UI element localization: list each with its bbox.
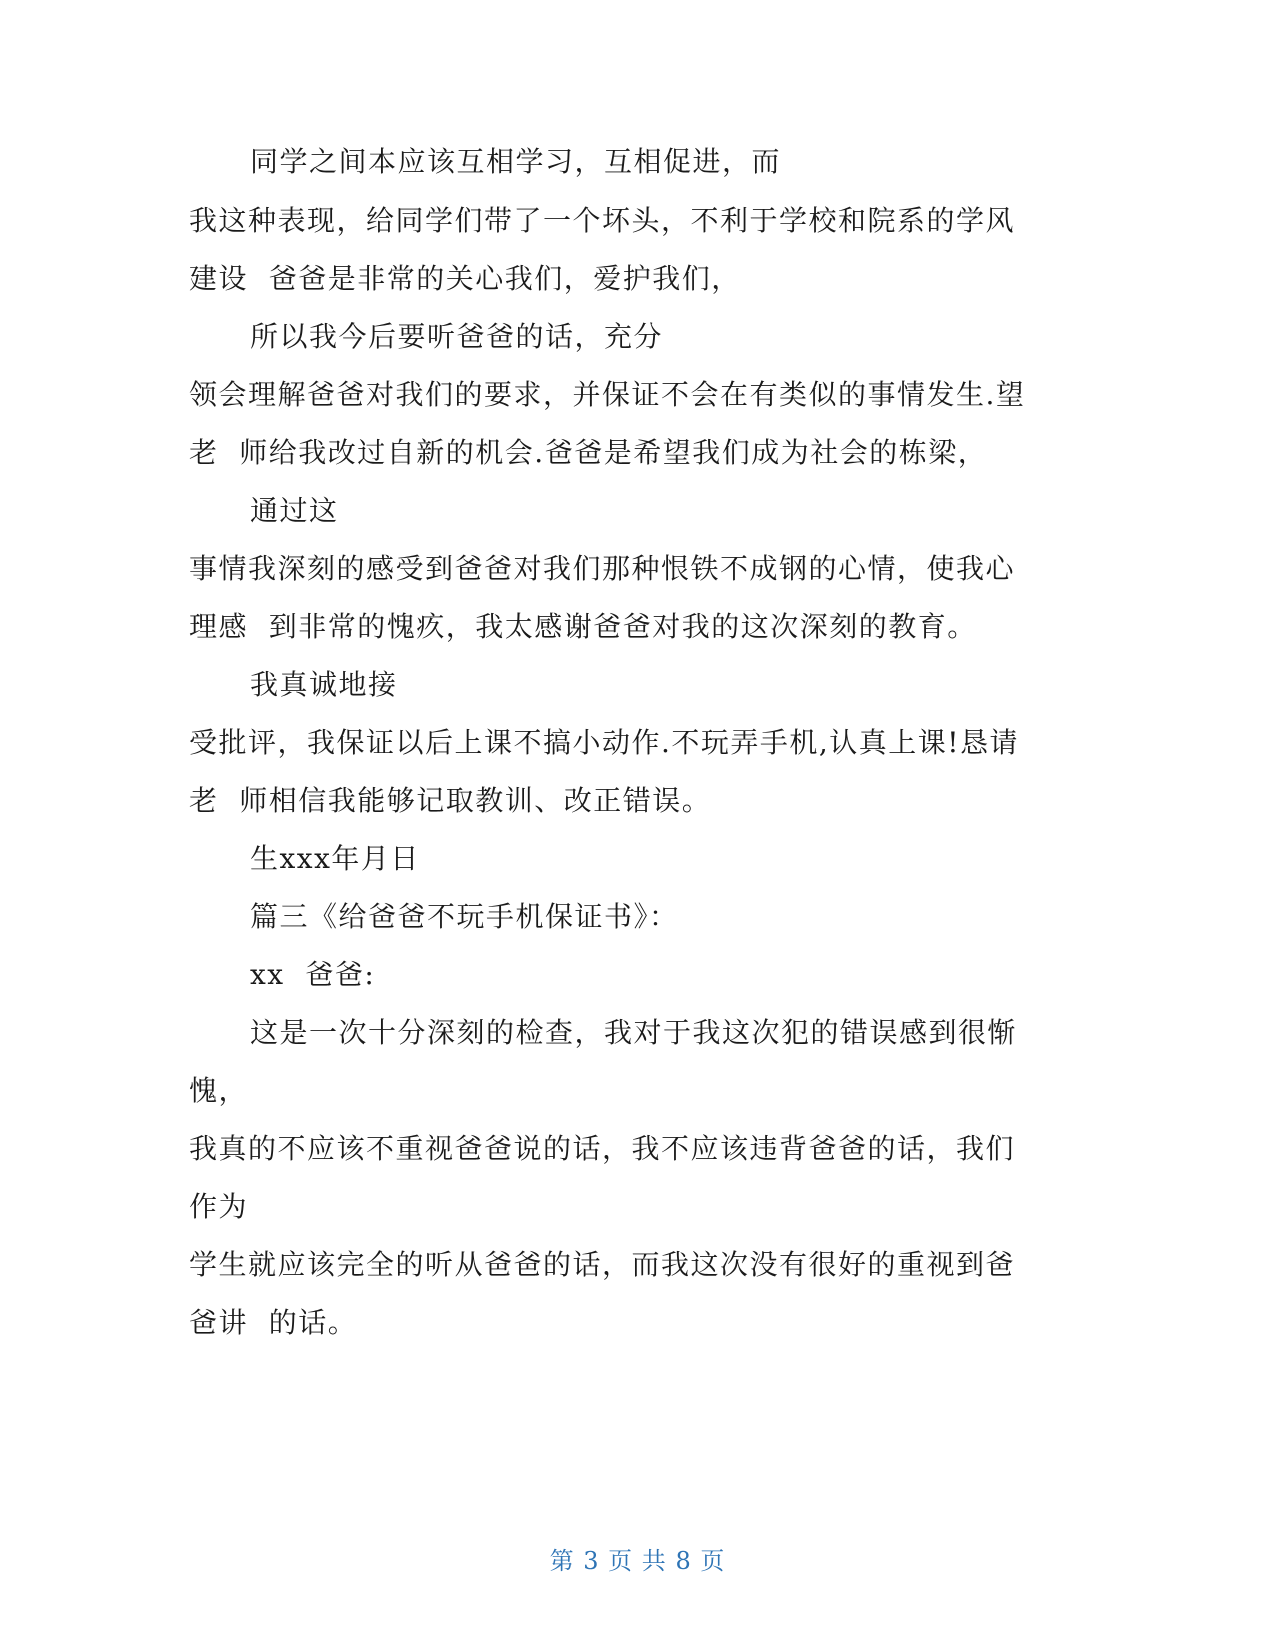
text-line: 同学之间本应该互相学习，互相促进，而 xyxy=(250,145,782,178)
text-line: 建设 爸爸是非常的关心我们，爱护我们， xyxy=(189,262,741,295)
text-line: 理感 到非常的愧疚，我太感谢爸爸对我的这次深刻的教育。 xyxy=(189,610,977,643)
text-line: 所以我今后要听爸爸的话，充分 xyxy=(250,320,664,353)
text-line: 作为 xyxy=(189,1190,249,1223)
page-number-footer: 第 3 页 共 8 页 xyxy=(549,1547,726,1575)
text-line: 我真诚地接 xyxy=(250,668,398,701)
text-line: 领会理解爸爸对我们的要求，并保证不会在有类似的事情发生.望 xyxy=(189,378,1026,411)
text-line: 我这种表现，给同学们带了一个坏头，不利于学校和院系的学风 xyxy=(189,204,1016,237)
text-line: 这是一次十分深刻的检查，我对于我这次犯的错误感到很惭 xyxy=(250,1016,1018,1049)
salutation: xx 爸爸: xyxy=(250,958,376,991)
text-line: 事情我深刻的感受到爸爸对我们那种恨铁不成钢的心情，使我心 xyxy=(189,552,1016,585)
section-heading: 篇三《给爸爸不玩手机保证书》： xyxy=(250,900,679,933)
text-line: 我真的不应该不重视爸爸说的话，我不应该违背爸爸的话，我们 xyxy=(189,1132,1016,1165)
text-line: 爸讲 的话。 xyxy=(189,1306,358,1339)
text-line: 愧， xyxy=(189,1074,249,1107)
text-line: 受批评，我保证以后上课不搞小动作.不玩弄手机,认真上课!恳请 xyxy=(189,726,1020,759)
signature-line: 生xxx年月日 xyxy=(250,842,420,875)
text-line: 学生就应该完全的听从爸爸的话，而我这次没有很好的重视到爸 xyxy=(189,1248,1016,1281)
text-line: 老 师相信我能够记取教训、改正错误。 xyxy=(189,784,712,817)
text-line: 老 师给我改过自新的机会.爸爸是希望我们成为社会的栋梁， xyxy=(189,436,988,469)
text-line: 通过这 xyxy=(250,494,339,527)
